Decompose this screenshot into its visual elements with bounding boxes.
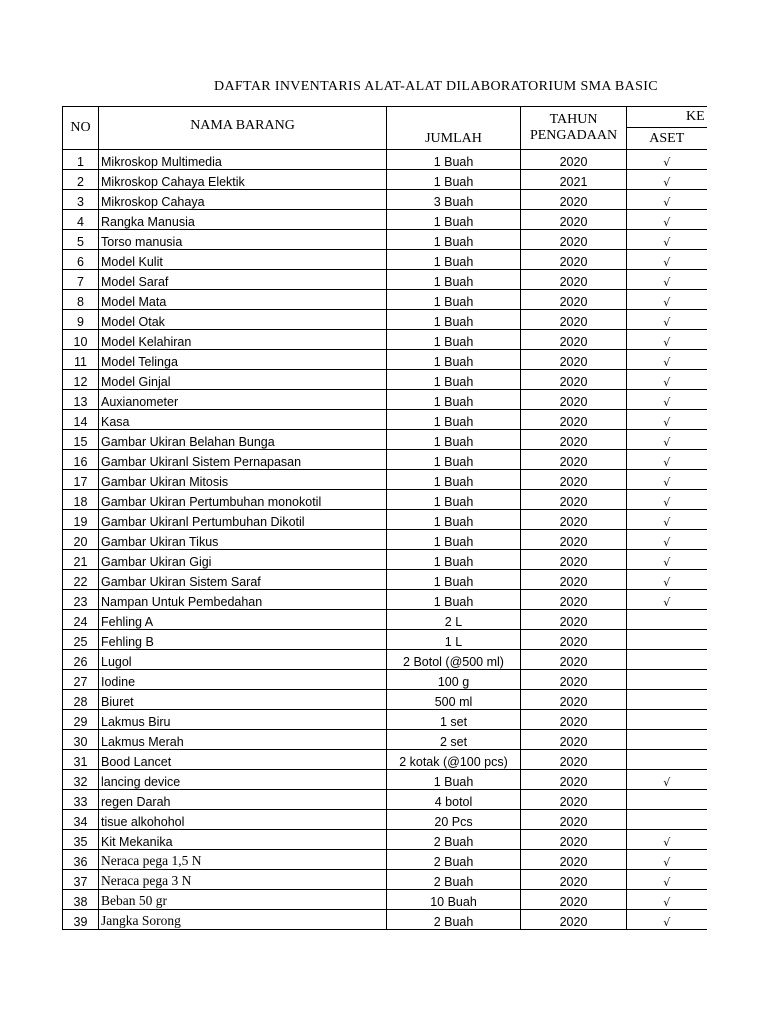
item-name: Gambar Ukiranl Sistem Pernapasan [99,450,387,470]
row-number: 33 [63,790,99,810]
row-number: 3 [63,190,99,210]
item-quantity: 1 Buah [387,310,521,330]
header-aset: ASET [627,128,707,150]
row-number: 34 [63,810,99,830]
row-number: 21 [63,550,99,570]
inventory-table [62,106,707,930]
item-asset-check: √ [627,330,707,350]
item-asset-check: √ [627,370,707,390]
item-name: Kit Mekanika [99,830,387,850]
item-name: Gambar Ukiran Pertumbuhan monokotil [99,490,387,510]
item-year: 2020 [521,330,627,350]
table-row [63,890,707,910]
row-number: 19 [63,510,99,530]
item-name: Nampan Untuk Pembedahan [99,590,387,610]
item-asset-check: √ [627,510,707,530]
table-row [63,710,707,730]
item-quantity: 1 Buah [387,150,521,170]
table-row [63,550,707,570]
item-year: 2020 [521,890,627,910]
table-row [63,390,707,410]
item-asset-check: √ [627,290,707,310]
item-asset-check: √ [627,250,707,270]
item-quantity: 1 Buah [387,590,521,610]
item-quantity: 1 Buah [387,290,521,310]
item-asset-check [627,750,707,770]
item-year: 2020 [521,270,627,290]
item-name: Auxianometer [99,390,387,410]
table-row [63,470,707,490]
item-quantity: 1 Buah [387,330,521,350]
item-name: Lakmus Biru [99,710,387,730]
header-no: NO [63,107,99,150]
item-quantity: 1 Buah [387,390,521,410]
item-name: Gambar Ukiranl Pertumbuhan Dikotil [99,510,387,530]
item-quantity: 1 L [387,630,521,650]
item-year: 2020 [521,830,627,850]
item-asset-check: √ [627,230,707,250]
header-jumlah: JUMLAH [387,107,521,150]
row-number: 36 [63,850,99,870]
row-number: 25 [63,630,99,650]
item-year: 2020 [521,370,627,390]
item-asset-check: √ [627,270,707,290]
item-quantity: 1 Buah [387,250,521,270]
item-asset-check: √ [627,910,707,930]
item-name: Bood Lancet [99,750,387,770]
item-name: Lugol [99,650,387,670]
table-row [63,290,707,310]
item-name: Iodine [99,670,387,690]
row-number: 29 [63,710,99,730]
item-asset-check [627,610,707,630]
table-row [63,190,707,210]
item-quantity: 1 set [387,710,521,730]
item-name: Mikroskop Cahaya [99,190,387,210]
item-quantity: 1 Buah [387,450,521,470]
item-name: Beban 50 gr [99,890,387,910]
item-quantity: 3 Buah [387,190,521,210]
item-asset-check [627,730,707,750]
item-year: 2020 [521,150,627,170]
item-asset-check: √ [627,150,707,170]
item-asset-check: √ [627,570,707,590]
item-year: 2020 [521,290,627,310]
item-name: Gambar Ukiran Gigi [99,550,387,570]
item-asset-check: √ [627,890,707,910]
item-quantity: 20 Pcs [387,810,521,830]
item-asset-check [627,710,707,730]
item-asset-check: √ [627,410,707,430]
row-number: 5 [63,230,99,250]
row-number: 37 [63,870,99,890]
item-asset-check: √ [627,350,707,370]
row-number: 4 [63,210,99,230]
item-name: Gambar Ukiran Sistem Saraf [99,570,387,590]
item-asset-check [627,650,707,670]
table-row [63,730,707,750]
item-name: Model Mata [99,290,387,310]
item-year: 2020 [521,350,627,370]
table-row [63,410,707,430]
row-number: 10 [63,330,99,350]
item-year: 2020 [521,790,627,810]
item-quantity: 1 Buah [387,510,521,530]
table-row [63,510,707,530]
table-row [63,770,707,790]
item-name: regen Darah [99,790,387,810]
item-year: 2020 [521,450,627,470]
item-name: Rangka Manusia [99,210,387,230]
item-year: 2020 [521,490,627,510]
table-row [63,810,707,830]
item-year: 2020 [521,510,627,530]
item-asset-check: √ [627,450,707,470]
table-row [63,210,707,230]
table-row [63,790,707,810]
item-quantity: 10 Buah [387,890,521,910]
table-row [63,370,707,390]
row-number: 20 [63,530,99,550]
item-quantity: 1 Buah [387,270,521,290]
row-number: 18 [63,490,99,510]
item-asset-check: √ [627,210,707,230]
item-asset-check: √ [627,390,707,410]
item-asset-check: √ [627,470,707,490]
item-name: Gambar Ukiran Tikus [99,530,387,550]
table-row [63,230,707,250]
item-year: 2020 [521,710,627,730]
table-row [63,250,707,270]
item-asset-check: √ [627,870,707,890]
item-name: Neraca pega 3 N [99,870,387,890]
table-body [63,150,707,930]
item-quantity: 1 Buah [387,530,521,550]
item-name: Mikroskop Cahaya Elektik [99,170,387,190]
item-asset-check: √ [627,590,707,610]
header-tahun-line1: TAHUN [549,112,598,127]
item-quantity: 2 kotak (@100 pcs) [387,750,521,770]
item-asset-check [627,670,707,690]
item-quantity: 1 Buah [387,490,521,510]
row-number: 26 [63,650,99,670]
item-year: 2020 [521,430,627,450]
item-name: Neraca pega 1,5 N [99,850,387,870]
item-year: 2020 [521,190,627,210]
row-number: 8 [63,290,99,310]
table-row [63,850,707,870]
header-tahun-line2: PENGADAAN [529,128,618,143]
item-name: Jangka Sorong [99,910,387,930]
item-asset-check: √ [627,830,707,850]
item-year: 2021 [521,170,627,190]
item-year: 2020 [521,650,627,670]
item-year: 2020 [521,310,627,330]
item-asset-check: √ [627,490,707,510]
table-row [63,650,707,670]
row-number: 16 [63,450,99,470]
item-quantity: 2 set [387,730,521,750]
document-title: DAFTAR INVENTARIS ALAT-ALAT DILABORATORIUM SMA BASIC [214,79,658,94]
item-quantity: 100 g [387,670,521,690]
item-name: Model Ginjal [99,370,387,390]
row-number: 14 [63,410,99,430]
item-asset-check [627,810,707,830]
item-name: tisue alkohohol [99,810,387,830]
header-nama-barang: NAMA BARANG [99,107,387,150]
item-quantity: 2 L [387,610,521,630]
item-name: Mikroskop Multimedia [99,150,387,170]
item-year: 2020 [521,870,627,890]
item-quantity: 1 Buah [387,430,521,450]
item-name: Lakmus Merah [99,730,387,750]
header-keterangan: KE [627,107,707,128]
row-number: 17 [63,470,99,490]
row-number: 39 [63,910,99,930]
item-year: 2020 [521,770,627,790]
item-quantity: 4 botol [387,790,521,810]
item-year: 2020 [521,210,627,230]
item-quantity: 2 Buah [387,830,521,850]
header-tahun-pengadaan [521,107,627,150]
row-number: 15 [63,430,99,450]
item-year: 2020 [521,590,627,610]
table-row [63,690,707,710]
item-year: 2020 [521,570,627,590]
table-row [63,630,707,650]
item-year: 2020 [521,410,627,430]
row-number: 2 [63,170,99,190]
table-row [63,450,707,470]
item-asset-check: √ [627,550,707,570]
item-name: Fehling A [99,610,387,630]
row-number: 9 [63,310,99,330]
row-number: 6 [63,250,99,270]
item-year: 2020 [521,250,627,270]
item-asset-check: √ [627,770,707,790]
item-name: lancing device [99,770,387,790]
item-quantity: 1 Buah [387,370,521,390]
row-number: 38 [63,890,99,910]
item-quantity: 500 ml [387,690,521,710]
row-number: 7 [63,270,99,290]
table-row [63,330,707,350]
table-row [63,170,707,190]
item-name: Gambar Ukiran Belahan Bunga [99,430,387,450]
table-row [63,150,707,170]
item-name: Model Kulit [99,250,387,270]
item-quantity: 1 Buah [387,230,521,250]
table-row [63,610,707,630]
item-quantity: 1 Buah [387,170,521,190]
item-quantity: 1 Buah [387,410,521,430]
table-row [63,310,707,330]
item-year: 2020 [521,670,627,690]
row-number: 27 [63,670,99,690]
table-row [63,570,707,590]
item-asset-check: √ [627,430,707,450]
item-year: 2020 [521,630,627,650]
table-row [63,910,707,930]
item-quantity: 1 Buah [387,350,521,370]
table-row [63,870,707,890]
table-row [63,350,707,370]
item-name: Model Otak [99,310,387,330]
item-quantity: 2 Buah [387,910,521,930]
item-asset-check: √ [627,170,707,190]
item-asset-check: √ [627,850,707,870]
table-row [63,750,707,770]
row-number: 32 [63,770,99,790]
item-year: 2020 [521,530,627,550]
item-year: 2020 [521,750,627,770]
table-row [63,490,707,510]
item-asset-check: √ [627,190,707,210]
item-quantity: 1 Buah [387,210,521,230]
item-asset-check: √ [627,310,707,330]
item-year: 2020 [521,610,627,630]
row-number: 28 [63,690,99,710]
table-row [63,830,707,850]
item-name: Fehling B [99,630,387,650]
row-number: 24 [63,610,99,630]
item-name: Gambar Ukiran Mitosis [99,470,387,490]
row-number: 23 [63,590,99,610]
item-quantity: 1 Buah [387,570,521,590]
item-quantity: 2 Buah [387,850,521,870]
item-year: 2020 [521,910,627,930]
item-quantity: 2 Buah [387,870,521,890]
item-name: Model Kelahiran [99,330,387,350]
table-row [63,670,707,690]
item-name: Torso manusia [99,230,387,250]
row-number: 11 [63,350,99,370]
row-number: 35 [63,830,99,850]
row-number: 22 [63,570,99,590]
item-asset-check: √ [627,530,707,550]
item-year: 2020 [521,550,627,570]
table-row [63,590,707,610]
item-year: 2020 [521,850,627,870]
item-year: 2020 [521,230,627,250]
item-quantity: 1 Buah [387,550,521,570]
item-asset-check [627,790,707,810]
table-row [63,530,707,550]
table-row [63,430,707,450]
table-row [63,270,707,290]
item-name: Model Saraf [99,270,387,290]
row-number: 13 [63,390,99,410]
item-asset-check [627,630,707,650]
row-number: 31 [63,750,99,770]
item-year: 2020 [521,470,627,490]
row-number: 12 [63,370,99,390]
item-year: 2020 [521,690,627,710]
item-name: Model Telinga [99,350,387,370]
item-quantity: 1 Buah [387,770,521,790]
row-number: 30 [63,730,99,750]
row-number: 1 [63,150,99,170]
item-year: 2020 [521,730,627,750]
item-asset-check [627,690,707,710]
item-quantity: 2 Botol (@500 ml) [387,650,521,670]
item-quantity: 1 Buah [387,470,521,490]
item-name: Kasa [99,410,387,430]
item-year: 2020 [521,810,627,830]
item-year: 2020 [521,390,627,410]
item-name: Biuret [99,690,387,710]
